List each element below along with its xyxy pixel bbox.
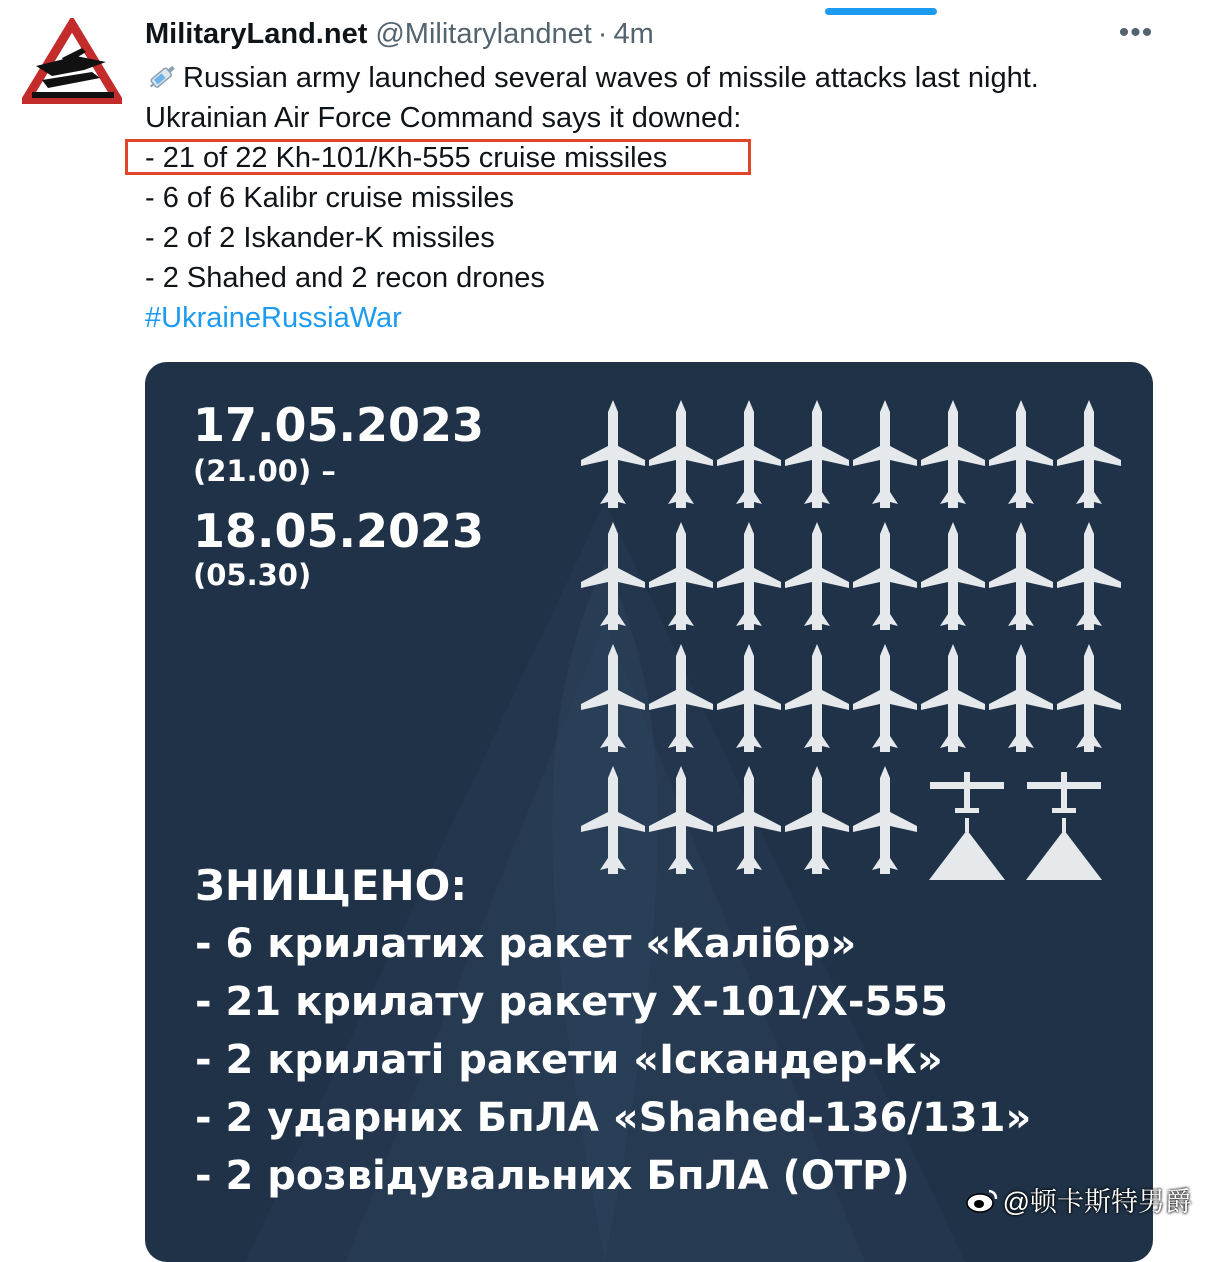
- date-from: 17.05.2023: [193, 398, 485, 452]
- cruise-missile-icon: [1057, 522, 1121, 630]
- syringe-emoji-icon: [145, 62, 179, 92]
- cruise-missile-icon: [853, 522, 917, 630]
- top-indicator-bar: [825, 8, 937, 15]
- attached-image[interactable]: [145, 362, 1153, 1262]
- cruise-missile-icon: [785, 522, 849, 630]
- tweet-line: - 6 of 6 Kalibr cruise missiles: [145, 182, 515, 214]
- cruise-missile-icon: [649, 522, 713, 630]
- cruise-missile-icon: [581, 522, 645, 630]
- cruise-missile-icon: [921, 644, 985, 752]
- destroyed-item: - 2 ударних БпЛА «Shahed-136/131»: [195, 1095, 1032, 1141]
- watermark-text: @顿卡斯特男爵: [1002, 1187, 1192, 1217]
- tweet-line: - 2 of 2 Iskander-K missiles: [145, 222, 495, 254]
- drone-icon: [1026, 772, 1102, 880]
- cruise-missile-icon: [989, 522, 1053, 630]
- cruise-missile-icon: [1057, 644, 1121, 752]
- destroyed-list: [195, 857, 1031, 1205]
- cruise-missile-icon: [717, 644, 781, 752]
- tweet-line: - 2 Shahed and 2 recon drones: [145, 262, 545, 294]
- tweet-line-highlighted: - 21 of 22 Kh-101/Kh-555 cruise missiles: [145, 142, 668, 174]
- destroyed-item: - 2 розвідувальних БпЛА (ОТР): [195, 1153, 910, 1199]
- cruise-missile-icon: [785, 400, 849, 508]
- cruise-missile-icon: [921, 400, 985, 508]
- more-options-icon[interactable]: •••: [1118, 16, 1154, 49]
- time-to: (05.30): [193, 558, 312, 592]
- tweet-line: Ukrainian Air Force Command says it downed:: [145, 102, 742, 134]
- time-from: (21.00) –: [193, 454, 336, 488]
- timestamp[interactable]: 4m: [613, 17, 654, 50]
- cruise-missile-icon: [921, 522, 985, 630]
- cruise-missile-icon: [853, 644, 917, 752]
- tweet-line: [145, 58, 1165, 98]
- handle[interactable]: @Militarylandnet: [375, 17, 592, 50]
- cruise-missile-icon: [581, 400, 645, 508]
- weibo-logo-icon: [965, 1186, 999, 1214]
- cruise-missile-icon: [785, 644, 849, 752]
- destroyed-item: - 21 крилату ракету Х-101/Х-555: [195, 979, 948, 1025]
- cruise-missile-icon: [649, 400, 713, 508]
- date-to: 18.05.2023: [193, 504, 485, 558]
- avatar[interactable]: [22, 18, 122, 104]
- cruise-missile-icon: [989, 400, 1053, 508]
- display-name[interactable]: MilitaryLand.net: [145, 17, 368, 50]
- cruise-missile-icon: [717, 522, 781, 630]
- tweet-header: [145, 14, 654, 54]
- cruise-missile-icon: [1057, 400, 1121, 508]
- cruise-missile-icon: [853, 400, 917, 508]
- cruise-missile-icon: [717, 400, 781, 508]
- destroyed-item: - 6 крилатих ракет «Калібр»: [195, 921, 857, 967]
- destroyed-title: ЗНИЩЕНО:: [195, 861, 468, 910]
- red-highlight-box: [125, 139, 751, 175]
- tweet-text: [145, 58, 1165, 338]
- separator: ·: [597, 17, 608, 50]
- cruise-missile-icon: [989, 644, 1053, 752]
- weapons-grid: [575, 392, 1135, 892]
- cruise-missile-icon: [649, 644, 713, 752]
- cruise-missile-icon: [581, 644, 645, 752]
- destroyed-item: - 2 крилаті ракети «Іскандер-К»: [195, 1037, 943, 1083]
- watermark: [965, 1180, 1192, 1219]
- hashtag-link[interactable]: #UkraineRussiaWar: [145, 302, 402, 334]
- tweet-line-text: Russian army launched several waves of missile attacks last night.: [183, 62, 1039, 94]
